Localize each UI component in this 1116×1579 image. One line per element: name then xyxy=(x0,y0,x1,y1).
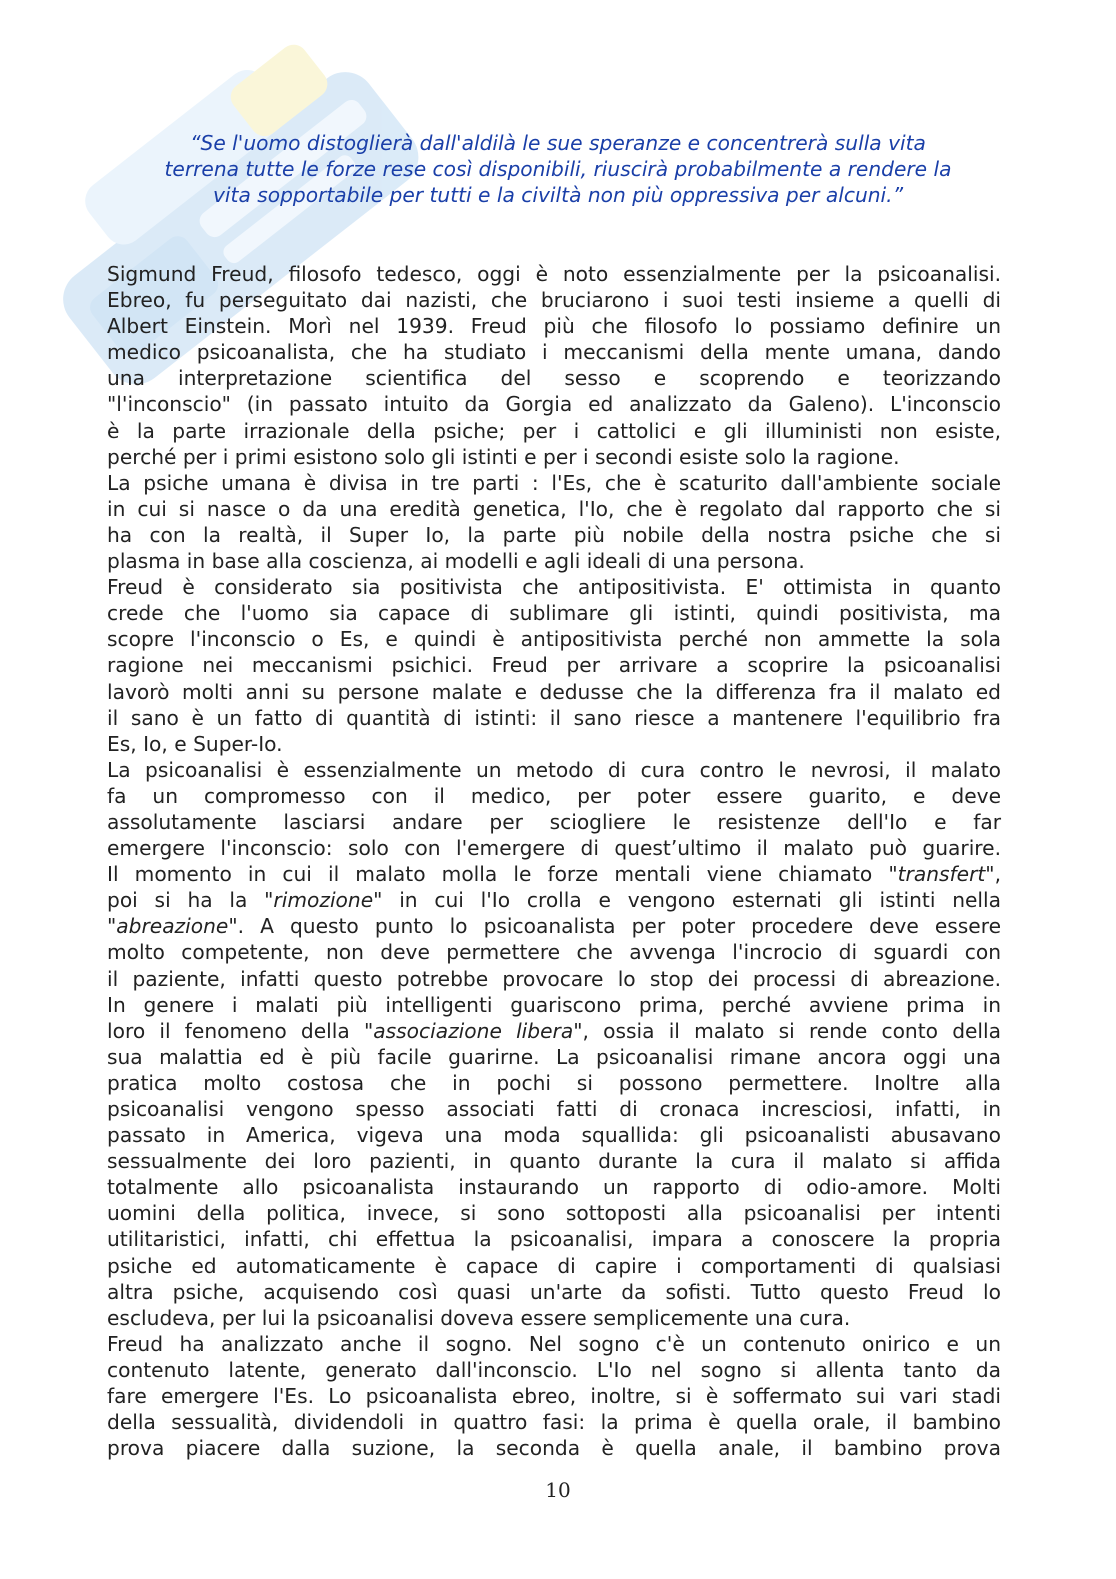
body-line: è la parte irrazionale della psiche; per i cattolici e gli illuministi non esiste, xyxy=(107,418,1001,443)
body-line: emergere l'inconscio: solo con l'emergere di quest’ultimo il malato può guarire. xyxy=(107,836,1001,861)
body-line: In genere i malati più intelligenti guariscono prima, perché avviene prima in xyxy=(107,992,1001,1017)
body-line: il paziente, infatti questo potrebbe provocare lo stop dei processi di abreazione. xyxy=(107,966,1001,991)
body-line: Il momento in cui il malato molla le forze mentali viene chiamato "transfert", xyxy=(107,862,1001,887)
body-line: escludeva, per lui la psicoanalisi doveva essere semplicemente una cura. xyxy=(107,1305,851,1330)
quote-line: “Se l'uomo distoglierà dall'aldilà le sue speranze e concentrerà sulla vita xyxy=(190,131,926,155)
body-line: il sano è un fatto di quantità di istinti: il sano riesce a mantenere l'equilibrio fra xyxy=(107,705,1001,730)
body-line: contenuto latente, generato dall'inconscio. L'Io nel sogno si allenta tanto da xyxy=(107,1357,1001,1382)
body-line: La psiche umana è divisa in tre parti : l'Es, che è scaturito dall'ambiente sociale xyxy=(107,470,1001,495)
page-number: 10 xyxy=(545,1478,571,1502)
body-line: una interpretazione scientifica del sesso e scoprendo e teorizzando xyxy=(107,366,1001,391)
body-line: Albert Einstein. Morì nel 1939. Freud più che filosofo lo possiamo definire un xyxy=(107,314,1001,339)
body-text xyxy=(107,261,1001,1461)
body-line: fa un compromesso con il medico, per poter essere guarito, e deve xyxy=(107,783,1001,808)
body-line: scopre l'inconscio o Es, e quindi è antipositivista perché non ammette la sola xyxy=(107,627,1001,652)
body-line: psiche ed automaticamente è capace di capire i comportamenti di qualsiasi xyxy=(107,1253,1001,1278)
body-line: plasma in base alla coscienza, ai modelli e agli ideali di una persona. xyxy=(107,549,805,574)
body-line: La psicoanalisi è essenzialmente un metodo di cura contro le nevrosi, il malato xyxy=(107,757,1001,782)
body-line: utilitaristici, infatti, chi effettua la psicoanalisi, impara a conoscere la propria xyxy=(107,1227,1001,1252)
body-line: assolutamente lasciarsi andare per sciogliere le resistenze dell'Io e far xyxy=(107,809,1001,834)
body-line: uomini della politica, invece, si sono sottoposti alla psicoanalisi per intenti xyxy=(107,1201,1001,1226)
body-line: "abreazione". A questo punto lo psicoanalista per poter procedere deve essere xyxy=(107,914,1001,939)
body-line: psicoanalisi vengono spesso associati fatti di cronaca incresciosi, infatti, in xyxy=(107,1097,1001,1121)
body-line: totalmente allo psicoanalista instaurando un rapporto di odio-amore. Molti xyxy=(107,1175,1001,1200)
body-line: "l'inconscio" (in passato intuito da Gorgia ed analizzato da Galeno). L'inconscio xyxy=(107,392,1001,417)
body-line: fare emergere l'Es. Lo psicoanalista ebreo, inoltre, si è soffermato sui vari stadi xyxy=(107,1384,1001,1409)
body-line: pratica molto costosa che in pochi si possono permettere. Inoltre alla xyxy=(107,1070,1001,1095)
body-line: Ebreo, fu perseguitato dai nazisti, che bruciarono i suoi testi insieme a quelli di xyxy=(107,288,1001,313)
body-line: medico psicoanalista, che ha studiato i meccanismi della mente umana, dando xyxy=(107,340,1001,365)
body-line: sessualmente dei loro pazienti, in quanto durante la cura il malato si affida xyxy=(107,1149,1001,1174)
body-line: Freud è considerato sia positivista che antipositivista. E' ottimista in quanto xyxy=(107,575,1001,600)
body-line: molto competente, non deve permettere che avvenga l'incrocio di sguardi con xyxy=(107,940,1001,965)
body-line: ha con la realtà, il Super Io, la parte più nobile della nostra psiche che si xyxy=(107,522,1001,547)
epigraph-quote xyxy=(110,130,1006,208)
body-line: lavorò molti anni su persone malate e dedusse che la differenza fra il malato ed xyxy=(107,679,1001,704)
body-line: ragione nei meccanismi psichici. Freud per arrivare a scoprire la psicoanalisi xyxy=(107,653,1001,678)
body-line: prova piacere dalla suzione, la seconda è quella anale, il bambino prova xyxy=(107,1436,1001,1461)
body-line: passato in America, vigeva una moda squallida: gli psicoanalisti abusavano xyxy=(107,1123,1001,1148)
body-line: loro il fenomeno della "associazione libera", ossia il malato si rende conto della xyxy=(107,1018,1002,1043)
body-line: altra psiche, acquisendo così quasi un'arte da sofisti. Tutto questo Freud lo xyxy=(107,1279,1001,1304)
body-line: della sessualità, dividendoli in quattro fasi: la prima è quella orale, il bambino xyxy=(107,1410,1001,1435)
body-line: perché per i primi esistono solo gli istinti e per i secondi esiste solo la ragione. xyxy=(107,444,900,469)
body-line: Sigmund Freud, filosofo tedesco, oggi è noto essenzialmente per la psicoanalisi. xyxy=(107,262,1001,286)
quote-line: terrena tutte le forze rese così disponibili, riuscirà probabilmente a rendere la xyxy=(164,157,952,181)
body-line: Es, Io, e Super-Io. xyxy=(107,731,283,756)
body-line: Freud ha analizzato anche il sogno. Nel sogno c'è un contenuto onirico e un xyxy=(107,1331,1001,1356)
body-line: poi si ha la "rimozione" in cui l'Io crolla e vengono esternati gli istinti nella xyxy=(107,888,1001,913)
body-line: sua malattia ed è più facile guarirne. La psicoanalisi rimane ancora oggi una xyxy=(107,1044,1001,1069)
body-line: in cui si nasce o da una eredità genetica, l'Io, che è regolato dal rapporto che si xyxy=(107,496,1001,521)
quote-line: vita sopportabile per tutti e la civiltà non più oppressiva per alcuni.” xyxy=(212,183,904,207)
body-line: crede che l'uomo sia capace di sublimare gli istinti, quindi positivista, ma xyxy=(107,601,1001,626)
